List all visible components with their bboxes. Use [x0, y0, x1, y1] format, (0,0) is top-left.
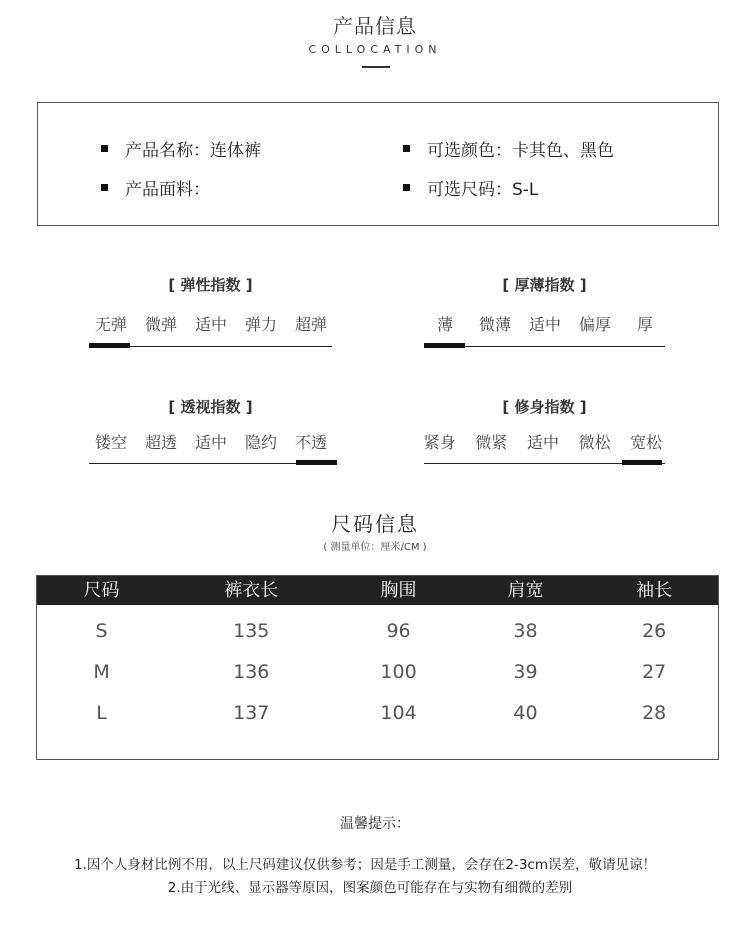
table-cell: 39	[513, 661, 538, 683]
table-cell: L	[96, 702, 107, 724]
fit-option: 微紧	[475, 433, 508, 452]
elasticity-option: 无弹	[94, 315, 127, 334]
size-table	[36, 575, 719, 760]
fit-option: 微松	[578, 433, 611, 452]
table-row	[37, 620, 718, 642]
info-item-name	[101, 136, 261, 161]
available-sizes-text: 可选尺码：S-L	[427, 180, 539, 200]
tip-line-1: 1.因个人身材比例不用，以上尺码建议仅供参考；因是手工测量，会存在2-3cm误差，敬请见谅！	[73, 857, 656, 873]
available-colors-text: 可选颜色：卡其色、黑色	[427, 141, 614, 161]
table-cell: M	[93, 661, 110, 683]
fit-option: 适中	[526, 433, 559, 452]
table-cell: S	[95, 620, 108, 642]
table-cell: 100	[380, 661, 417, 683]
header-cell: 胸围	[380, 580, 417, 601]
header-cell: 裤衣长	[224, 580, 279, 601]
transparency-option: 镂空	[94, 433, 127, 452]
info-item-sizes	[403, 175, 538, 200]
table-cell: 26	[642, 620, 667, 642]
fit-option: 宽松	[630, 433, 663, 452]
transparency-index-options	[86, 430, 336, 453]
table-cell: 28	[642, 702, 667, 724]
elasticity-selected-marker	[89, 343, 130, 348]
page-subtitle: COLLOCATION	[308, 43, 442, 56]
thickness-option: 厚	[636, 315, 653, 334]
bullet-icon	[403, 145, 410, 152]
transparency-index-title: [ 透视指数 ]	[168, 398, 253, 416]
thickness-option: 微薄	[478, 315, 511, 334]
elasticity-option: 适中	[194, 315, 227, 334]
bullet-icon	[101, 145, 108, 152]
thickness-option: 适中	[528, 315, 561, 334]
fit-option: 紧身	[423, 433, 456, 452]
elasticity-index-title: [ 弹性指数 ]	[168, 276, 253, 294]
fit-index-options	[414, 430, 672, 453]
table-cell: 40	[513, 702, 538, 724]
table-cell: 135	[233, 620, 270, 642]
product-info-box	[37, 102, 719, 226]
measurement-unit-note: ( 测量单位：厘米/CM )	[323, 542, 427, 553]
transparency-option: 适中	[194, 433, 227, 452]
bullet-icon	[101, 184, 108, 191]
table-cell: 38	[513, 620, 538, 642]
elasticity-option: 超弹	[294, 315, 327, 334]
info-item-colors	[403, 136, 614, 161]
title-divider	[362, 66, 390, 68]
transparency-selected-marker	[296, 460, 337, 465]
transparency-option: 隐约	[244, 433, 277, 452]
tip-line-2: 2.由于光线、显示器等原因，图案颜色可能存在与实物有细微的差别	[167, 880, 573, 896]
fit-index-title: [ 修身指数 ]	[502, 398, 587, 416]
thickness-option: 偏厚	[578, 315, 611, 334]
fit-selected-marker	[622, 460, 662, 465]
table-cell: 136	[233, 661, 270, 683]
thickness-index-title: [ 厚薄指数 ]	[502, 276, 587, 294]
header-cell: 袖长	[636, 580, 673, 601]
table-row	[37, 661, 718, 683]
table-row	[37, 702, 718, 724]
product-fabric-text: 产品面料：	[125, 180, 210, 200]
header-cell: 尺码	[83, 580, 120, 601]
transparency-option: 不透	[294, 433, 327, 452]
thickness-option: 薄	[436, 315, 453, 334]
elasticity-option: 弹力	[244, 315, 277, 334]
page-title: 产品信息	[333, 14, 417, 38]
thickness-selected-marker	[424, 343, 465, 348]
table-cell: 27	[642, 661, 667, 683]
elasticity-option: 微弹	[144, 315, 177, 334]
size-info-title: 尺码信息	[331, 512, 419, 536]
header-cell: 肩宽	[507, 580, 544, 601]
table-cell: 96	[386, 620, 411, 642]
info-item-fabric	[101, 175, 210, 200]
bullet-icon	[403, 184, 410, 191]
tips-title: 温馨提示：	[340, 816, 410, 832]
thickness-index-options	[420, 312, 670, 335]
transparency-option: 超透	[144, 433, 177, 452]
table-cell: 104	[380, 702, 417, 724]
elasticity-index-options	[86, 312, 336, 335]
product-name-text: 产品名称：连体裤	[125, 141, 261, 161]
size-table-header	[37, 576, 718, 605]
table-cell: 137	[233, 702, 270, 724]
